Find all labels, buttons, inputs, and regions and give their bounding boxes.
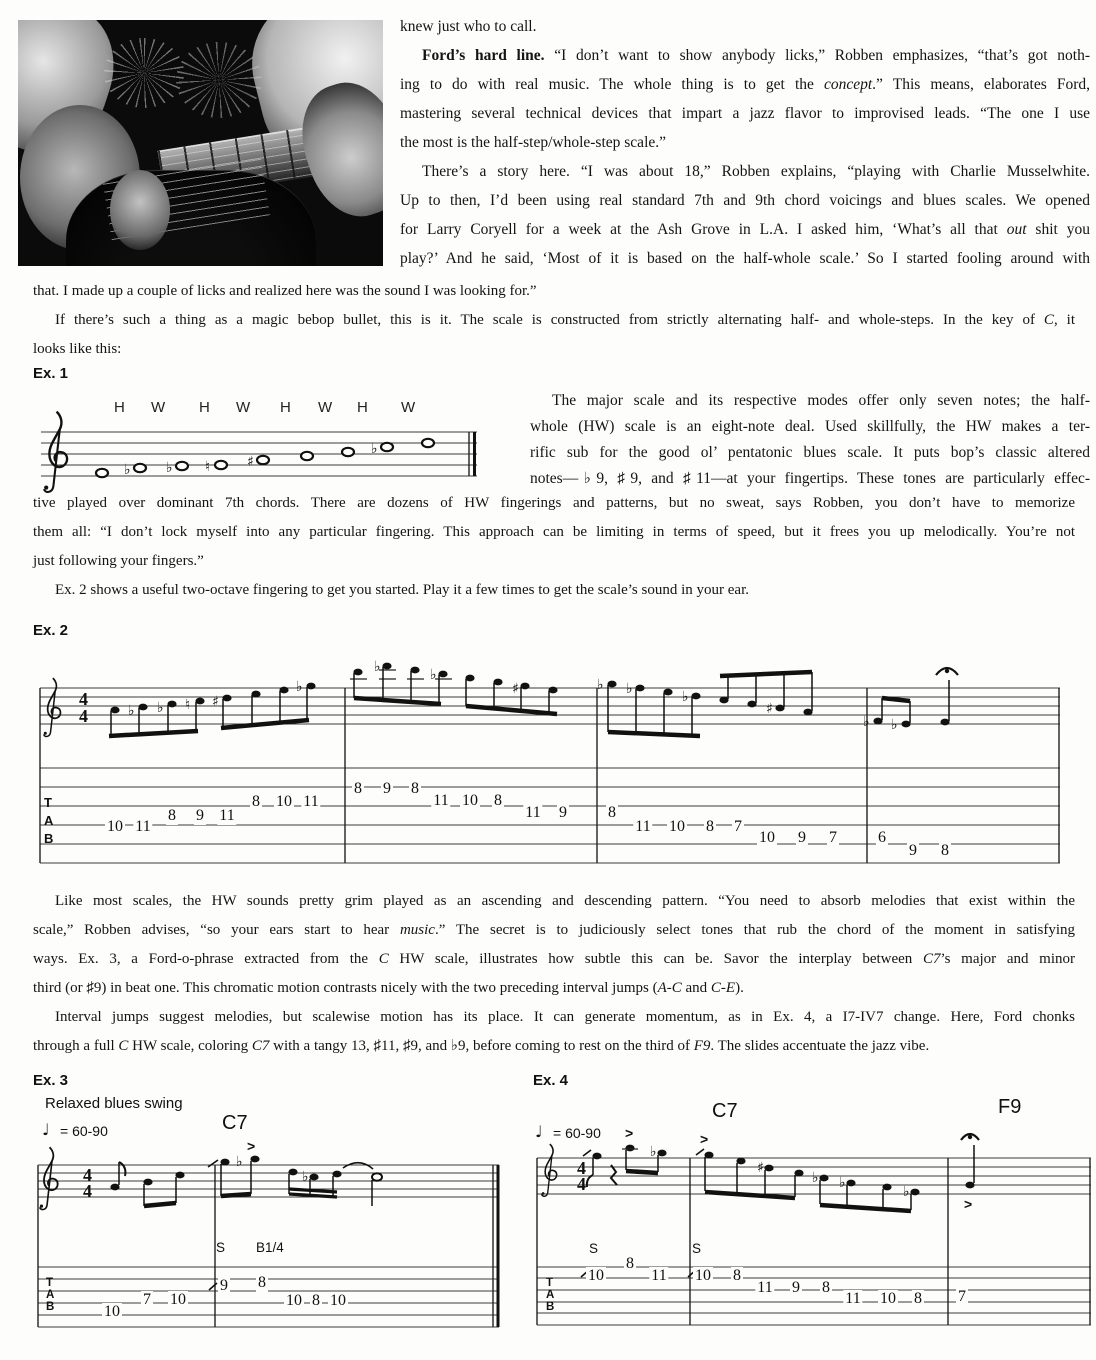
whole-notes [96,439,434,477]
step-letter: W [318,399,333,416]
tie-arc [343,1163,373,1169]
fret-number: 8 [914,1290,922,1307]
fret-number: 8 [626,1255,634,1272]
fermata-icon [936,668,958,675]
fret-number: 9 [792,1279,800,1296]
article-paragraph-a [33,277,1075,364]
fret-number: 7 [958,1288,966,1305]
stems [587,1145,974,1210]
tab-letter-a: A [44,813,54,828]
photo-embroidery-left [104,38,184,108]
treble-clef-icon [44,412,67,492]
text-line: ways. Ex. 3, a Ford-o-phrase extracted from the C HW scale, illustrates how subtle this can be. Savor the interplay between C7’s major and minor [33,951,1076,967]
tab-letter-b: B [46,1301,55,1313]
text-line: looks like this: [33,341,122,357]
text-line: mastering several technical devices that impart a jazz flavor to improvised leads. “The one I use [400,105,1090,122]
ex4-label: Ex. 4 [533,1072,569,1089]
ex4-chord-c7: C7 [712,1100,738,1122]
tab-letter-b: B [44,831,54,846]
treble-clef-icon [542,1144,557,1196]
article-paragraph-c [33,489,1075,605]
tab-grid [537,1267,1091,1325]
text-line: The major scale and its respective modes offer only seven notes; the half- [552,392,1090,409]
article-paragraph-d [33,887,1075,1061]
flat-icon: ♭ [236,1154,243,1170]
bend-annotation: B1/4 [256,1240,284,1255]
ex1-label: Ex. 1 [33,365,69,382]
fret-number: 10 [104,1303,120,1320]
step-letter: H [357,399,368,416]
fret-number: 8 [941,842,949,859]
fret-number: 11 [651,1267,667,1284]
flat-icon: ♭ [891,717,898,733]
sharp-icon: ♯ [212,694,219,710]
tab-letter-t: T [46,1277,54,1289]
time-signature: 4 [577,1174,586,1194]
text-line: whole (HW) scale is an eight-note deal. Used skillfully, the HW makes a ter- [530,418,1090,435]
staff-lines [38,1165,499,1197]
lead-in-bold: Ford’s hard line. [422,47,545,64]
flat-icon: ♭ [157,700,164,716]
ex3-tempo: = 60-90 [60,1123,108,1139]
time-signature: 4 [83,1181,92,1201]
fret-number: 10 [330,1292,346,1309]
fret-number: 9 [909,842,917,859]
tab-letter-a: A [46,1289,55,1301]
text-line: Ex. 2 shows a useful two-octave fingering to get you started. Play it a few times to get the scale’s sound in your ear. [55,582,750,598]
text-line: If there’s such a thing as a magic bebop bullet, this is it. The scale is constructed from strictly alternating half- and whole-steps. In the key of C, it [55,312,1075,328]
fret-number: 8 [258,1274,266,1291]
fret-number: 9 [220,1277,228,1294]
slide-icon [209,1283,217,1290]
text-line: knew just who to call. [400,18,537,35]
fret-number: 10 [107,818,123,835]
text-line: just following your fingers.” [33,553,204,569]
fret-number: 8 [822,1279,830,1296]
article-intro-column [400,12,1090,273]
text-line: third (or ♯9) in beat one. This chromatic motion contrasts nicely with the two preceding interval jumps (A-C and C-E). [33,980,744,996]
text-line: through a full C HW scale, coloring C7 with a tangy 13, ♯11, ♯9, and ♭9, before coming to rest on the third of F9. The slides accentuate the jazz vibe. [33,1038,930,1054]
fret-number: 7 [829,829,837,846]
natural-icon: ♮ [185,697,191,713]
flat-icon: ♭ [302,1169,309,1185]
slide-annotation: S [216,1240,226,1255]
flat-icon: ♭ [903,1184,910,1200]
fret-number: 11 [757,1279,773,1296]
fret-number: 11 [635,818,651,835]
ex2-label: Ex. 2 [33,622,69,639]
text-line: for Larry Coryell for a week at the Ash Grove in L.A. I asked him, ‘What’s all that out shit you [400,221,1090,238]
text-line: Up to then, I’d been using real standard 7th and 9th chord voicings and blues scales. We opened [400,192,1090,209]
flat-icon: ♭ [812,1170,819,1186]
sharp-icon: ♯ [247,454,254,470]
accent-icon: > [625,1125,634,1141]
ex4-tempo: = 60-90 [553,1125,601,1141]
step-letter: W [401,399,416,416]
step-letter: W [151,399,166,416]
fret-number: 11 [525,804,541,821]
flat-icon: ♭ [128,703,135,719]
accent-icon: > [700,1131,709,1147]
slide-annotation: S [589,1241,599,1256]
article-paragraph-b [530,388,1090,492]
time-signature: 4 [83,1165,92,1185]
accent-icon: > [247,1138,256,1154]
slide-icon [696,1149,704,1155]
fret-number: 11 [219,807,235,824]
step-letter: W [236,399,251,416]
stems [119,1161,372,1206]
fret-number: 8 [168,807,176,824]
fret-number: 10 [276,793,292,810]
flat-icon: ♭ [296,679,303,695]
flat-icon: ♭ [839,1175,846,1191]
fret-number: 10 [669,818,685,835]
photo-embroidery-right [176,42,262,118]
step-letter: H [280,399,291,416]
fret-number: 8 [733,1267,741,1284]
step-letter: H [114,399,125,416]
fret-number: 8 [494,792,502,809]
flat-icon: ♭ [124,462,131,478]
fret-number: 8 [354,780,362,797]
flat-icon: ♭ [374,659,381,675]
fret-number: 8 [608,804,616,821]
fret-number: 9 [196,807,204,824]
quarter-note-icon: ♩ [535,1122,543,1141]
fret-number: 10 [170,1291,186,1308]
photo-picking-fingers [110,170,170,250]
sharp-icon: ♯ [512,681,519,697]
text-line: them all: “I don’t lock myself into any particular fingering. This approach can be limiting in terms of speed, but it frees you up melodically. You’re not [33,524,1075,540]
flat-icon: ♭ [863,714,870,730]
staff-lines [40,688,1060,724]
treble-clef-icon [44,678,61,736]
fret-number: 11 [303,793,319,810]
quarter-note-icon: ♩ [42,1120,50,1139]
noteheads [110,663,949,728]
guitar-photo [18,20,383,266]
fret-number: 10 [588,1267,604,1284]
fret-number: 11 [135,818,151,835]
text-line: notes—♭9, ♯9, and ♯11—at your fingertips. These tones are particularly effec- [530,470,1090,487]
text-line: tive played over dominant 7th chords. There are dozens of HW fingerings and patterns, but no sweat, says Robben, you don’t have to memorize [33,495,1075,511]
ex3-feel-marking: Relaxed blues swing [45,1095,183,1112]
fret-number: 11 [433,792,449,809]
flat-icon: ♭ [430,667,437,683]
fret-number: 8 [252,793,260,810]
flat-icon: ♭ [682,689,689,705]
fret-number: 9 [798,829,806,846]
fret-number: 9 [383,780,391,797]
fret-number: 8 [706,818,714,835]
flat-icon: ♭ [166,460,173,476]
text-line: ing to do with real music. The whole thing is to get the concept.” This means, elaborates Ford, [400,76,1090,93]
slide-annotation: S [692,1241,702,1256]
fret-number: 7 [143,1291,151,1308]
text-line: that. I made up a couple of licks and realized here was the sound I was looking for.” [33,283,537,299]
time-signature: 4 [79,706,88,726]
fret-number: 11 [845,1290,861,1307]
flat-icon: ♭ [371,441,378,457]
ex1-notation [33,398,483,498]
ex4-notation [533,1125,1096,1340]
accent-icon: > [964,1196,973,1212]
tab-letter-t: T [44,795,52,810]
text-line: scale,” Robben advises, “so your ears start to hear music.” The secret is to judiciously select tones that rub the chord of the moment in satisfying [33,922,1075,938]
sharp-icon: ♯ [766,701,773,717]
fret-number: 9 [559,804,567,821]
natural-icon: ♮ [205,459,211,475]
fret-number: 10 [880,1290,896,1307]
slide-icon [583,1150,591,1156]
text-line: Like most scales, the HW sounds pretty grim played as an ascending and descending pattern. “You need to absorb melodies that exist within the [55,893,1075,909]
text-line: Interval jumps suggest melodies, but scalewise motion has its place. It can generate momentum, as in Ex. 4, a I7-IV7 change. Here, Ford chonks [55,1009,1075,1025]
flat-icon: ♭ [650,1144,657,1160]
tab-letter-a: A [546,1289,555,1301]
tab-letter-b: B [546,1301,555,1313]
quarter-rest-icon [611,1165,617,1185]
eighth-flag-icon [119,1162,125,1176]
slide-icon [208,1160,218,1167]
flat-icon: ♭ [626,681,633,697]
time-signature: 4 [577,1158,586,1178]
time-signature: 4 [79,689,88,709]
ex3-chord-c7: C7 [222,1112,248,1134]
text-line: the most is the half-step/whole-step scale.” [400,134,667,151]
fret-number: 10 [759,829,775,846]
text-line: rific sub for the good ol’ pentatonic blues scale. It puts bop’s classic altered [530,444,1090,461]
fret-number: 10 [286,1292,302,1309]
fret-number: 6 [878,829,886,846]
step-letter: H [199,399,210,416]
text-line: There’s a story here. “I was about 18,” Robben explains, “playing with Charlie Musselwhite. [422,163,1090,180]
ledger-lines [350,670,452,679]
ex3-label: Ex. 3 [33,1072,69,1089]
fret-number: 8 [411,780,419,797]
fermata-icon [961,1134,979,1140]
tab-letter-t: T [546,1277,554,1289]
text-line: Ford’s hard line. “I don’t want to show anybody licks,” Robben emphasizes, “that’s got noth- [422,47,1091,64]
ex2-notation [33,655,1073,870]
fret-number: 7 [734,818,742,835]
beams [626,1171,911,1211]
sharp-icon: ♯ [757,1160,764,1176]
beams [109,672,910,736]
ex4-chord-f9: F9 [998,1096,1022,1118]
fret-number: 10 [462,792,478,809]
fret-number: 10 [695,1267,711,1284]
flat-icon: ♭ [597,677,604,693]
text-line: play?’ And he said, ‘Most of it is based on the half-whole scale.’ So I started fooling around with [400,250,1090,267]
fret-number: 8 [312,1292,320,1309]
treble-clef-icon [40,1147,58,1209]
